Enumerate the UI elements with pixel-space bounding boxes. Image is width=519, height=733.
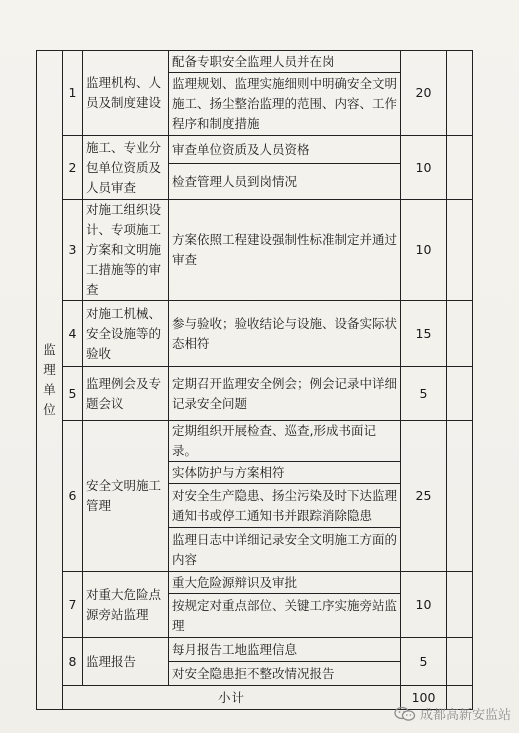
subtotal-score: 100	[401, 686, 447, 710]
score-value: 10	[401, 572, 447, 638]
evaluation-table	[36, 50, 473, 710]
wechat-icon	[394, 706, 416, 722]
row-number: 6	[63, 421, 83, 572]
requirement-text: 方案依照工程建设强制性标准制定并通过审查	[169, 200, 401, 301]
score-value: 5	[401, 367, 447, 421]
blank-cell	[447, 200, 473, 301]
score-value: 5	[401, 638, 447, 686]
item-name: 对施工组织设计、专项施工方案和文明施工措施等的审查	[83, 200, 169, 301]
subtotal-label: 小计	[63, 686, 401, 710]
unit-label-char: 理	[43, 362, 56, 377]
requirement-text: 参与验收；验收结论与设施、设备实际状态相符	[169, 301, 401, 367]
requirement-text: 按规定对重点部位、关键工序实施旁站监理	[169, 594, 401, 638]
item-name: 监理机构、人员及制度建设	[83, 51, 169, 136]
blank-cell	[447, 51, 473, 136]
requirement-text: 审查单位资质及人员资格	[169, 136, 401, 164]
blank-cell	[447, 136, 473, 200]
score-value: 10	[401, 200, 447, 301]
requirement-text: 监理规划、监理实施细则中明确安全文明施工、扬尘整治监理的范围、内容、工作程序和制度措施	[169, 73, 401, 136]
requirement-text: 每月报告工地监理信息	[169, 638, 401, 662]
requirement-text: 定期召开监理安全例会；例会记录中详细记录安全问题	[169, 367, 401, 421]
unit-label-char: 位	[43, 402, 56, 417]
score-value: 20	[401, 51, 447, 136]
requirement-text: 对安全隐患拒不整改情况报告	[169, 662, 401, 686]
item-name: 监理例会及专题会议	[83, 367, 169, 421]
score-value: 10	[401, 136, 447, 200]
row-number: 3	[63, 200, 83, 301]
blank-cell	[447, 421, 473, 572]
blank-cell	[447, 638, 473, 686]
unit-label-char: 监	[43, 342, 56, 357]
requirement-text: 实体防护与方案相符	[169, 462, 401, 484]
requirement-text: 定期组织开展检查、巡查,形成书面记录。	[169, 421, 401, 462]
row-number: 5	[63, 367, 83, 421]
requirement-text: 配备专职安全监理人员并在岗	[169, 51, 401, 73]
row-number: 8	[63, 638, 83, 686]
unit-label-char: 单	[43, 382, 56, 397]
row-number: 1	[63, 51, 83, 136]
item-name: 监理报告	[83, 638, 169, 686]
item-name: 对重大危险点源旁站监理	[83, 572, 169, 638]
score-value: 25	[401, 421, 447, 572]
row-number: 4	[63, 301, 83, 367]
item-name: 对施工机械、安全设施等的验收	[83, 301, 169, 367]
requirement-text: 监理日志中详细记录安全文明施工方面的内容	[169, 528, 401, 572]
watermark-text: 成都高新安监站	[419, 708, 511, 723]
watermark	[394, 704, 511, 723]
item-name: 施工、专业分包单位资质及人员审查	[83, 136, 169, 200]
score-value: 15	[401, 301, 447, 367]
requirement-text: 对安全生产隐患、扬尘污染及时下达监理通知书或停工通知书并跟踪消除隐患	[169, 484, 401, 528]
requirement-text: 检查管理人员到岗情况	[169, 164, 401, 200]
blank-cell	[447, 301, 473, 367]
blank-cell	[447, 367, 473, 421]
row-number: 2	[63, 136, 83, 200]
item-name: 安全文明施工管理	[83, 421, 169, 572]
row-number: 7	[63, 572, 83, 638]
blank-cell	[447, 572, 473, 638]
requirement-text: 重大危险源辩识及审批	[169, 572, 401, 594]
unit-label-cell	[37, 51, 63, 710]
